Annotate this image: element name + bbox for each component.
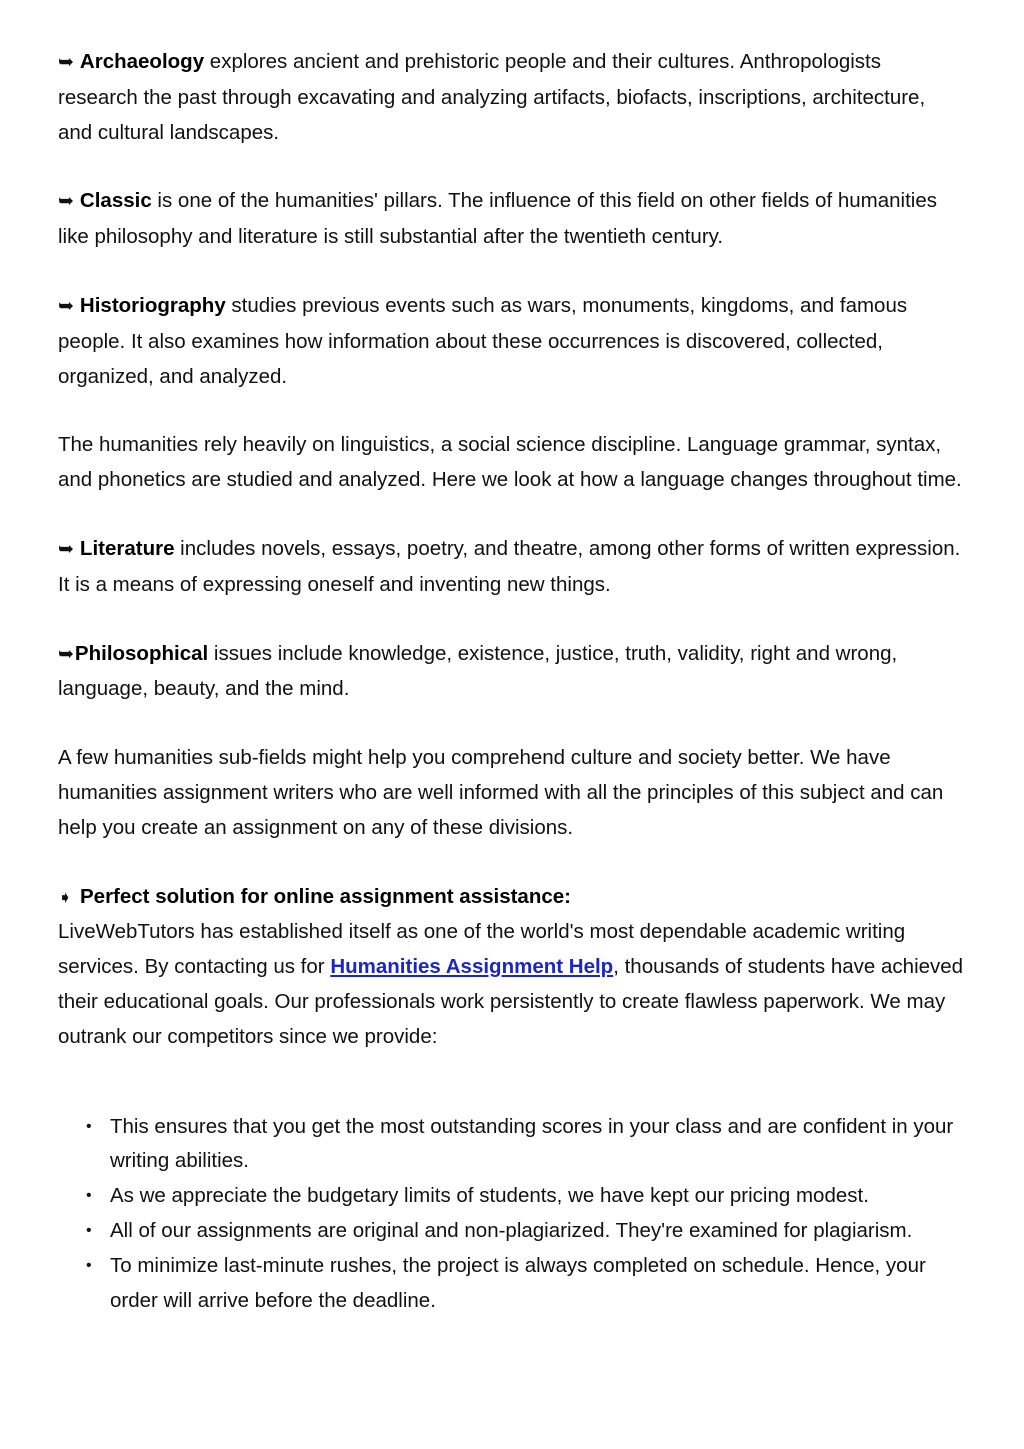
section-intro-after-link: , thousands of students have achieved their educational goals. Our professionals work persistently to create flawless paperwork. We may outrank our competitors since we provide:: [58, 955, 964, 1048]
benefits-list: [58, 1110, 964, 1319]
historiography-paragraph: [58, 289, 964, 394]
list-item-text: As we appreciate the budgetary limits of students, we have kept our pricing modest.: [110, 1184, 869, 1208]
arrow-icon: ➥: [58, 191, 74, 213]
arrow-icon: ➥: [58, 52, 74, 73]
arrow-icon: ➥: [58, 295, 74, 317]
list-item-text: To minimize last-minute rushes, the project is always completed on schedule. Hence, your order will arrive before the deadline.: [110, 1253, 926, 1312]
subfields-paragraph: A few humanities sub-fields might help you comprehend culture and society better. We have humanities assignment writers who are well informed with all the principles of this subject and can help you create an assignment on any of these divisions.: [58, 746, 944, 839]
arrow-icon: ➥: [58, 643, 74, 665]
bullet-icon: •: [86, 1187, 92, 1205]
archaeology-paragraph: [58, 45, 964, 150]
classic-text: is one of the humanities' pillars. The influence of this field on other fields of humanities like philosophy and literature is still substantial after the twentieth century.: [58, 189, 937, 249]
list-item: [86, 1214, 964, 1249]
bullet-icon: •: [86, 1256, 92, 1274]
classic-paragraph: [58, 184, 964, 255]
list-item: [86, 1110, 964, 1180]
humanities-assignment-help-link[interactable]: Humanities Assignment Help: [330, 955, 614, 979]
literature-paragraph: [58, 532, 964, 603]
list-item: [86, 1249, 964, 1319]
term-historiography: Historiography: [79, 293, 226, 317]
list-item-text: This ensures that you get the most outstanding scores in your class and are confident in your writing abilities.: [110, 1114, 954, 1173]
arrow-head-icon: ➧: [58, 887, 73, 907]
term-classic: Classic: [79, 189, 152, 213]
section-intro-paragraph: [58, 915, 964, 1054]
archaeology-text: explores ancient and prehistoric people and their cultures. Anthropologists research the past through excavating and analyzing artifacts, biofacts, inscriptions, architecture, and cultural landscapes.: [58, 50, 926, 144]
list-item-text: All of our assignments are original and non-plagiarized. They're examined for plagiarism.: [110, 1218, 913, 1242]
section-intro-before-link: LiveWebTutors has established itself as one of the world's most dependable academic writing services. By contacting us for: [58, 920, 906, 979]
section-heading-text: Perfect solution for online assignment assistance:: [80, 884, 571, 908]
term-literature: Literature: [79, 536, 175, 560]
literature-text: includes novels, essays, poetry, and theatre, among other forms of written expression. It is a means of expressing oneself and inventing new things.: [58, 536, 961, 596]
historiography-text: studies previous events such as wars, monuments, kingdoms, and famous people. It also examines how information about these occurrences is discovered, collected, organized, and analyzed.: [58, 293, 908, 388]
arrow-icon: ➥: [58, 538, 74, 560]
term-archaeology: Archaeology: [79, 50, 205, 73]
term-philosophical: Philosophical: [74, 641, 209, 665]
section-heading: [58, 880, 964, 916]
philosophical-text: issues include knowledge, existence, justice, truth, validity, right and wrong, language, beauty, and the mind.: [58, 641, 898, 701]
philosophical-paragraph: [58, 637, 964, 708]
linguistics-paragraph: The humanities rely heavily on linguistics, a social science discipline. Language grammar, syntax, and phonetics are studied and analyzed. Here we look at how a language changes throughout time.: [58, 433, 962, 492]
list-item: [86, 1179, 964, 1214]
bullet-icon: •: [86, 1221, 92, 1239]
bullet-icon: •: [86, 1117, 92, 1135]
